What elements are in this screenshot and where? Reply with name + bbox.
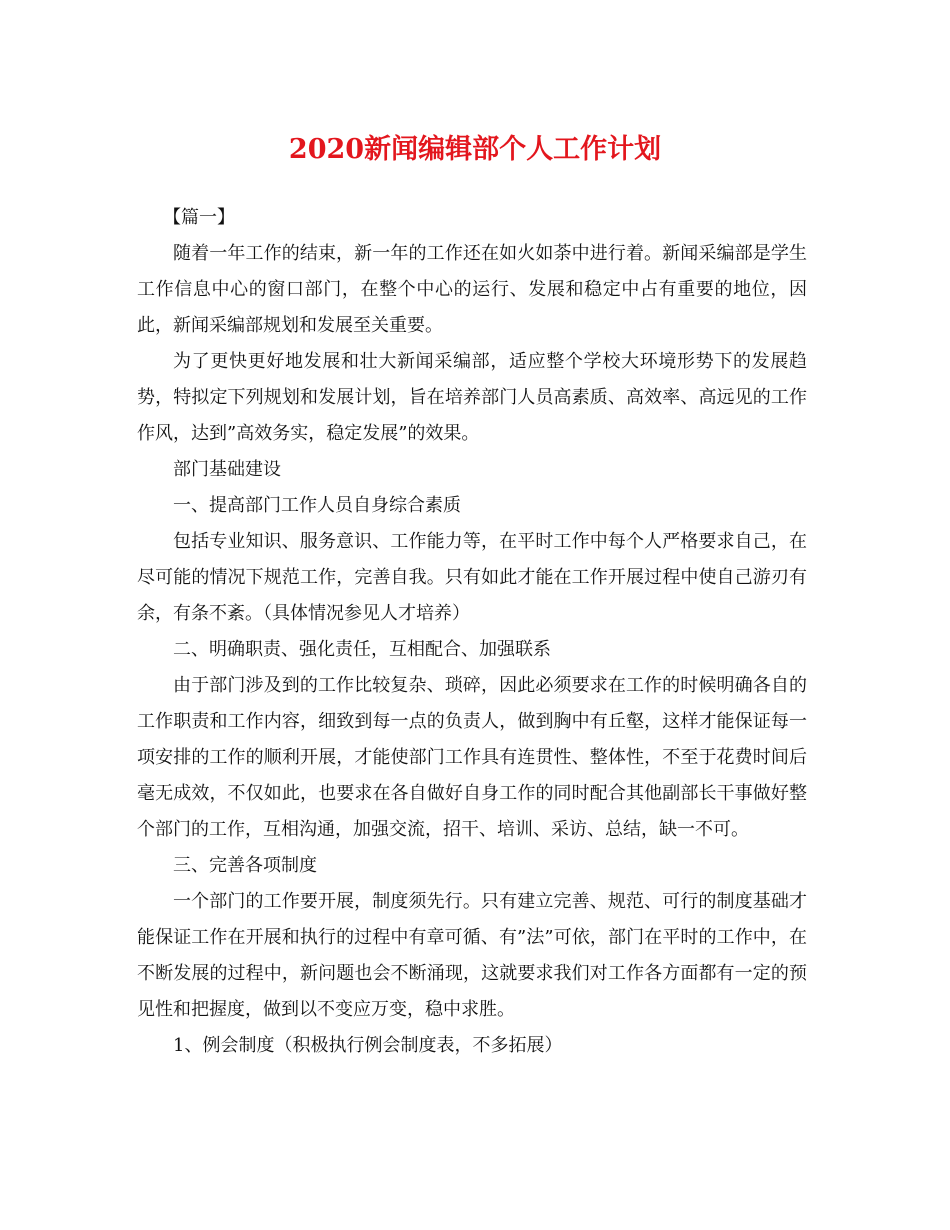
paragraph: 一个部门的工作要开展，制度须先行。只有建立完善、规范、可行的制度基础才能保证工作在开展和执行的过程中有章可循、有”法”可依，部门在平时的工作中，在不断发展的过程中，新问题也会不断涌现，这就要求我们对工作各方面都有一定的预见性和把握度，做到以不变应万变，稳中求胜。 — [137, 891, 807, 1020]
paragraph: 为了更快更好地发展和壮大新闻采编部，适应整个学校大环境形势下的发展趋势，特拟定下列规划和发展计划，旨在培养部门人员高素质、高效率、高远见的工作作风，达到”高效务实，稳定发展”的效果。 — [137, 351, 807, 444]
subsection-heading: 一、提高部门工作人员自身综合素质 — [173, 495, 461, 516]
document-body — [137, 200, 807, 1064]
paragraph: 由于部门涉及到的工作比较复杂、琐碎，因此必须要求在工作的时候明确各自的工作职责和工作内容，细致到每一点的负责人，做到胸中有丘壑，这样才能保证每一项安排的工作的顺利开展，才能使部门工作具有连贯性、整体性，不至于花费时间后毫无成效，不仅如此，也要求在各自做好自身工作的同时配合其他副部长干事做好整个部门的工作，互相沟通，加强交流，招干、培训、采访、总结，缺一不可。 — [137, 675, 807, 840]
subsection-heading: 三、完善各项制度 — [173, 855, 317, 876]
document-title: 2020新闻编辑部个人工作计划 — [288, 134, 662, 165]
section-label: 【篇一】 — [163, 207, 235, 228]
section-heading: 部门基础建设 — [173, 459, 281, 480]
paragraph: 包括专业知识、服务意识、工作能力等，在平时工作中每个人严格要求自己，在尽可能的情况下规范工作，完善自我。只有如此才能在工作开展过程中使自己游刃有余，有条不紊。（具体情况参见人才培养） — [137, 531, 807, 624]
list-item: 1、例会制度（积极执行例会制度表，不多拓展） — [173, 1035, 563, 1056]
paragraph: 随着一年工作的结束，新一年的工作还在如火如荼中进行着。新闻采编部是学生工作信息中心的窗口部门，在整个中心的运行、发展和稳定中占有重要的地位，因此，新闻采编部规划和发展至关重要。 — [137, 243, 807, 336]
subsection-heading: 二、明确职责、强化责任，互相配合、加强联系 — [173, 639, 551, 660]
